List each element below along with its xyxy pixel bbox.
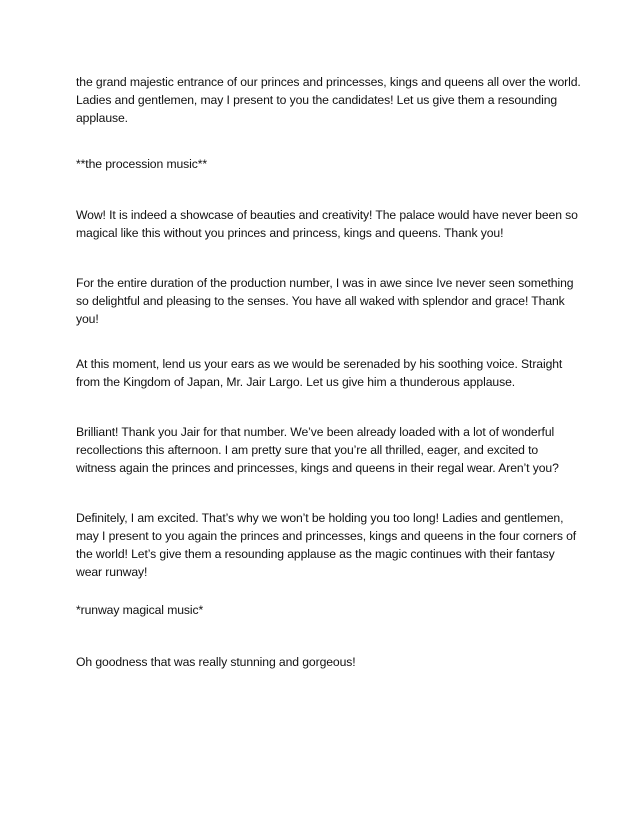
text-line: recollections this afternoon. I am pretty sure that you’re all thrilled, eager, and excited to (76, 443, 539, 457)
text-line: Wow! It is indeed a showcase of beauties and creativity! The palace would have never been so (76, 208, 578, 222)
text-line: may I present to you again the princes and princesses, kings and queens in the four corners of (76, 529, 577, 543)
text-line: At this moment, lend us your ears as we would be serenaded by his soothing voice. Straight (76, 357, 563, 371)
paragraph-production-number (76, 274, 574, 328)
paragraph-definitely (76, 509, 577, 581)
text-line: Brilliant! Thank you Jair for that number. We’ve been already loaded with a lot of wonderful (76, 425, 555, 439)
text-line: Definitely, I am excited. That’s why we won’t be holding you too long! Ladies and gentlemen, (76, 511, 564, 525)
text-line: **the procession music** (76, 157, 208, 171)
text-line: applause. (76, 111, 128, 125)
text-line: so delightful and pleasing to the senses. You have all waked with splendor and grace! Thank (76, 294, 565, 308)
paragraph-entrance (76, 73, 581, 127)
text-line: Ladies and gentlemen, may I present to you the candidates! Let us give them a resounding (76, 93, 558, 107)
text-line: wear runway! (76, 565, 148, 579)
text-line: *runway magical music* (76, 603, 204, 617)
text-line: you! (76, 312, 99, 326)
paragraph-serenade (76, 355, 566, 391)
paragraph-runway-music (76, 601, 566, 619)
text-line: magical like this without you princes and princess, kings and queens. Thank you! (76, 226, 504, 240)
paragraph-oh-goodness (76, 653, 566, 671)
text-line: the world! Let’s give them a resounding applause as the magic continues with their fantasy (76, 547, 555, 561)
paragraph-brilliant (76, 423, 566, 477)
text-line: witness again the princes and princesses, kings and queens in their regal wear. Aren’t you? (76, 461, 559, 475)
text-line: the grand majestic entrance of our princes and princesses, kings and queens all over the world. (76, 75, 581, 89)
paragraph-procession-music (76, 155, 566, 173)
text-line: from the Kingdom of Japan, Mr. Jair Largo. Let us give him a thunderous applause. (76, 375, 516, 389)
text-line: For the entire duration of the production number, I was in awe since Ive never seen something (76, 276, 574, 290)
paragraph-showcase (76, 206, 578, 242)
text-line: Oh goodness that was really stunning and gorgeous! (76, 655, 356, 669)
